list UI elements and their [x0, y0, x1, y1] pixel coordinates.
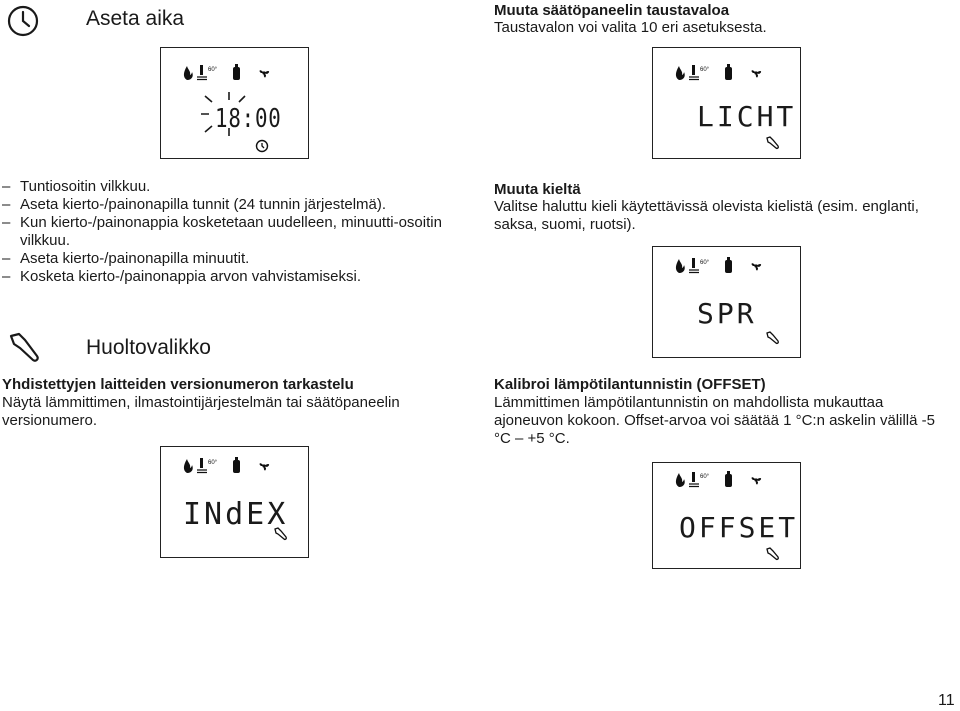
language-text: Valitse haluttu kieli käytettävissä olevista kielistä (esim. englanti, saksa, suomi, ruotsi).: [494, 198, 919, 233]
clock-steps-list: [2, 178, 442, 286]
offset-text: Lämmittimen lämpötilantunnistin on mahdollista mukauttaa ajoneuvon kokoon. Offset-arvoa voi säätää 1 °C:n askelin välillä -5 °C – +5 °C.: [494, 394, 935, 447]
page-number: 11: [938, 692, 955, 709]
svg-text:60°: 60°: [208, 460, 218, 466]
backlight-subtitle: Muuta säätöpaneelin taustavaloa: [494, 2, 730, 19]
lcd-index-text: INdEX: [183, 497, 289, 532]
list-item: – Kosketa kierto-/painonappia arvon vahvistamiseksi.: [2, 268, 442, 286]
fan-icon: [260, 70, 270, 77]
language-subtitle: Muuta kieltä: [494, 181, 581, 198]
svg-text:60°: 60°: [208, 67, 218, 73]
backlight-text: Taustavalon voi valita 10 eri asetuksesta.: [494, 19, 767, 36]
lcd-display-backlight: [652, 47, 801, 159]
lcd-offset-text: OFFSET: [679, 511, 799, 544]
gas-bottle-icon: [233, 64, 240, 80]
list-item: – Aseta kierto-/painonapilla minuutit.: [2, 250, 442, 268]
list-item: – Aseta kierto-/painonapilla tunnit (24 tunnin järjestelmä).: [2, 196, 442, 214]
svg-text:60°: 60°: [700, 474, 710, 480]
lcd-spr-text: SPR: [697, 297, 757, 330]
water-60-icon: [197, 65, 207, 80]
service-text: Näytä lämmittimen, ilmastointijärjestelmän tai säätöpaneelin versionumero.: [2, 394, 400, 429]
offset-subtitle: Kalibroi lämpötilantunnistin (OFFSET): [494, 376, 766, 393]
section-title-service-menu: Huoltovalikko: [86, 336, 211, 359]
lcd-licht-text: LICHT: [697, 100, 797, 133]
lcd-display-index: [160, 446, 309, 558]
lcd-time-value: 18:00: [215, 104, 282, 134]
section-title-set-time: Aseta aika: [86, 7, 185, 30]
flame-icon: [184, 66, 193, 80]
service-subtitle: Yhdistettyjen laitteiden versionumeron tarkastelu: [2, 376, 354, 393]
lcd-display-language: [652, 246, 801, 358]
lcd-display-time: [160, 47, 309, 159]
clock-icon: [6, 4, 40, 38]
lcd-display-offset: [652, 462, 801, 569]
svg-text:60°: 60°: [700, 67, 710, 73]
svg-text:60°: 60°: [700, 260, 710, 266]
wrench-icon: [6, 330, 44, 366]
list-item: – Kun kierto-/painonappia kosketetaan uudelleen, minuutti-osoitin vilkkuu.: [2, 214, 480, 250]
list-item: – Tuntiosoitin vilkkuu.: [2, 178, 442, 196]
